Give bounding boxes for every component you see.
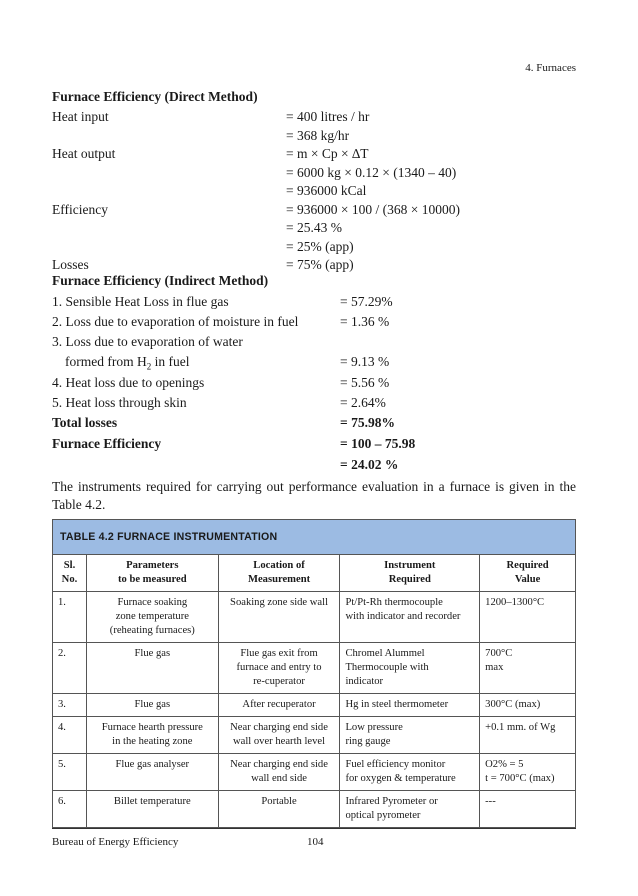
footer-page-number: 104: [307, 836, 324, 848]
loss-item-2-value: = 1.36 %: [340, 314, 390, 329]
cell-location: Flue gas exit from furnace and entry to re-cuperator: [218, 643, 340, 694]
direct-row-label: Heat input: [52, 109, 109, 124]
cell-sl-no: 6.: [53, 791, 87, 828]
direct-row-value: = m × Cp × ∆T: [286, 146, 369, 161]
cell-location: Portable: [218, 791, 340, 828]
total-losses-label: Total losses: [52, 415, 118, 430]
footer-rule: [52, 828, 576, 829]
cell-instrument: Hg in steel thermometer: [340, 694, 480, 717]
header-required-value: Required Value: [480, 555, 576, 592]
cell-instrument: Chromel Alummel Thermocouple with indicator: [340, 643, 480, 694]
loss-item-3-label: 3. Loss due to evaporation of water: [52, 334, 243, 349]
total-losses-value: = 75.98%: [340, 415, 395, 430]
cell-required-value: ---: [480, 791, 576, 828]
loss-item-3-value: = 9.13 %: [340, 354, 390, 369]
table-row: [53, 643, 576, 694]
direct-row-value: = 6000 kg × 0.12 × (1340 – 40): [286, 164, 457, 180]
cell-sl-no: 4.: [53, 717, 87, 754]
indirect-method-title: Furnace Efficiency (Indirect Method): [52, 273, 269, 288]
cell-location: Soaking zone side wall: [218, 592, 340, 643]
cell-location: Near charging end side wall end side: [218, 754, 340, 791]
loss-item-1-value: = 57.29%: [340, 294, 393, 309]
furnace-efficiency-label: Furnace Efficiency: [52, 436, 162, 451]
loss-item-3-continuation: formed from $H_2$ in fuel: [65, 354, 190, 372]
cell-parameter: Furnace hearth pressure in the heating zone: [86, 717, 218, 754]
header-sl-no: Sl. No.: [53, 555, 87, 592]
cell-required-value: O2% = 5 t = 700°C (max): [480, 754, 576, 791]
table-row: [53, 717, 576, 754]
table-row: [53, 592, 576, 643]
cell-parameter: Flue gas: [86, 643, 218, 694]
furnace-efficiency-formula: = 100 – 75.98: [340, 436, 416, 451]
cell-required-value: +0.1 mm. of Wg: [480, 717, 576, 754]
header-parameter: Parameters to be measured: [86, 555, 218, 592]
direct-row-value: = 75% (app): [286, 257, 354, 272]
furnace-efficiency-result: = 24.02 %: [340, 457, 399, 472]
cell-parameter: Billet temperature: [86, 791, 218, 828]
table-row: [53, 754, 576, 791]
cell-instrument: Pt/Pt-Rh thermocouple with indicator and recorder: [340, 592, 480, 643]
cell-sl-no: 1.: [53, 592, 87, 643]
direct-row-value: = 25.43 %: [286, 220, 342, 235]
instrumentation-table: [52, 519, 576, 828]
cell-instrument: Low pressure ring gauge: [340, 717, 480, 754]
header-instrument: Instrument Required: [340, 555, 480, 592]
cell-sl-no: 3.: [53, 694, 87, 717]
table-row: [53, 791, 576, 828]
header-location: Location of Measurement: [218, 555, 340, 592]
cell-sl-no: 2.: [53, 643, 87, 694]
loss-item-2-label: 2. Loss due to evaporation of moisture in fuel: [52, 314, 299, 329]
direct-row-value: = 400 litres / hr: [286, 109, 370, 124]
loss-item-4-value: = 5.56 %: [340, 375, 390, 390]
cell-required-value: 300°C (max): [480, 694, 576, 717]
direct-method-title: Furnace Efficiency (Direct Method): [52, 89, 258, 104]
cell-parameter: Flue gas: [86, 694, 218, 717]
loss-item-5-value: = 2.64%: [340, 395, 386, 410]
direct-row-value: = 936000 kCal: [286, 183, 367, 198]
direct-row-label: Heat output: [52, 146, 116, 161]
direct-row-value: = 25% (app): [286, 238, 354, 254]
cell-instrument: Fuel efficiency monitor for oxygen & temperature: [340, 754, 480, 791]
running-header: 4. Furnaces: [525, 62, 576, 74]
footer-organization: Bureau of Energy Efficiency: [52, 836, 179, 848]
cell-sl-no: 5.: [53, 754, 87, 791]
direct-row-label: Losses: [52, 257, 89, 272]
loss-item-1-label: 1. Sensible Heat Loss in flue gas: [52, 294, 229, 309]
cell-parameter: Furnace soaking zone temperature (reheating furnaces): [86, 592, 218, 643]
table-header-row: [53, 555, 576, 592]
cell-parameter: Flue gas analyser: [86, 754, 218, 791]
cell-required-value: 700°C max: [480, 643, 576, 694]
direct-row-value: = 936000 × 100 / (368 × 10000): [286, 201, 460, 217]
loss-item-5-label: 5. Heat loss through skin: [52, 395, 187, 410]
cell-required-value: 1200–1300°C: [480, 592, 576, 643]
intro-paragraph: The instruments required for carrying out performance evaluation in a furnace is given in the Table 4.2.: [52, 479, 576, 512]
direct-row-label: Efficiency: [52, 201, 108, 217]
direct-row-value: = 368 kg/hr: [286, 127, 350, 143]
cell-location: After recuperator: [218, 694, 340, 717]
cell-instrument: Infrared Pyrometer or optical pyrometer: [340, 791, 480, 828]
cell-location: Near charging end side wall over hearth level: [218, 717, 340, 754]
loss-item-4-label: 4. Heat loss due to openings: [52, 375, 205, 390]
table-title: TABLE 4.2 FURNACE INSTRUMENTATION: [53, 520, 576, 555]
table-row: [53, 694, 576, 717]
